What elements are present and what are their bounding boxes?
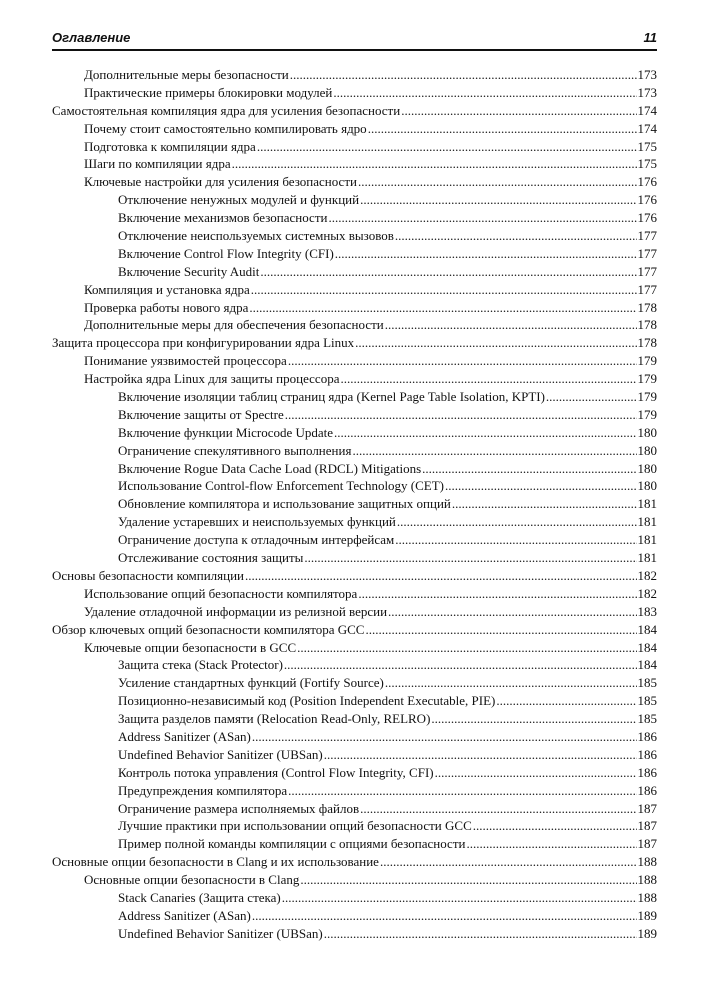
toc-entry-title: Самостоятельная компиляция ядра для усиления безопасности: [52, 102, 401, 118]
toc-leader-dots: [340, 371, 636, 387]
toc-leader-dots: [288, 353, 637, 369]
toc-entry-page: 180: [637, 460, 657, 476]
toc-entry-title: Ограничение размера исполняемых файлов: [118, 800, 360, 816]
toc-entry: [52, 264, 657, 282]
toc-leader-dots: [282, 890, 637, 906]
toc-entry: [52, 729, 657, 747]
toc-entry: [52, 532, 657, 550]
toc-entry-page: 187: [637, 800, 657, 816]
toc-entry-title: Проверка работы нового ядра: [84, 299, 249, 315]
toc-leader-dots: [360, 801, 636, 817]
toc-entry-page: 181: [637, 514, 657, 530]
toc-entry-page: 189: [637, 907, 657, 923]
toc-entry: [52, 156, 657, 174]
toc-entry-title: Включение Security Audit: [118, 263, 260, 279]
toc-leader-dots: [297, 640, 636, 656]
toc-leader-dots: [333, 85, 636, 101]
toc-entry-title: Контроль потока управления (Control Flow Integrity, CFI): [118, 764, 434, 780]
toc-entry-page: 175: [637, 156, 657, 172]
toc-entry-page: 179: [637, 389, 657, 405]
toc-entry-page: 186: [637, 764, 657, 780]
toc-entry-title: Шаги по компиляции ядра: [84, 156, 231, 172]
toc-leader-dots: [288, 783, 636, 799]
toc-entry-page: 181: [637, 496, 657, 512]
toc-entry-page: 187: [637, 818, 657, 834]
toc-leader-dots: [422, 461, 636, 477]
toc-entry: [52, 675, 657, 693]
toc-entry-title: Address Sanitizer (ASan): [118, 728, 251, 744]
toc-entry-page: 184: [637, 621, 657, 637]
toc-entry-page: 188: [637, 872, 657, 888]
toc-entry-page: 175: [637, 138, 657, 154]
toc-leader-dots: [358, 586, 636, 602]
toc-entry-title: Основные опции безопасности в Clang и их использование: [52, 854, 379, 870]
toc-entry-page: 180: [637, 442, 657, 458]
toc-entry-title: Настройка ядра Linux для защиты процессора: [84, 371, 340, 387]
toc-entry: [52, 210, 657, 228]
toc-entry-page: 183: [637, 603, 657, 619]
toc-entry-page: 177: [637, 228, 657, 244]
toc-entry: [52, 228, 657, 246]
toc-entry: [52, 818, 657, 836]
toc-entry-page: 177: [637, 281, 657, 297]
toc-entry: [52, 407, 657, 425]
toc-entry-title: Основы безопасности компиляции: [52, 567, 244, 583]
toc-entry-title: Отключение ненужных модулей и функций: [118, 192, 360, 208]
toc-leader-dots: [368, 121, 637, 137]
toc-leader-dots: [232, 156, 637, 172]
page-number: 11: [643, 30, 657, 45]
toc-entry-title: Почему стоит самостоятельно компилировать ядро: [84, 120, 367, 136]
toc-leader-dots: [324, 926, 637, 942]
toc-leader-dots: [397, 514, 637, 530]
toc-entry: [52, 389, 657, 407]
toc-entry-page: 177: [637, 263, 657, 279]
toc-leader-dots: [358, 174, 637, 190]
toc-entry: [52, 353, 657, 371]
toc-entry-page: 173: [637, 84, 657, 100]
toc-entry: [52, 139, 657, 157]
toc-entry-page: 185: [637, 711, 657, 727]
toc-entry-page: 186: [637, 728, 657, 744]
toc-entry-page: 181: [637, 550, 657, 566]
toc-entry: [52, 300, 657, 318]
toc-entry: [52, 282, 657, 300]
toc-entry-title: Stack Canaries (Защита стека): [118, 889, 281, 905]
toc-entry-page: 180: [637, 424, 657, 440]
toc-entry-page: 181: [637, 532, 657, 548]
running-header: [52, 30, 657, 48]
toc-leader-dots: [245, 568, 637, 584]
toc-entry-page: 187: [637, 836, 657, 852]
toc-entry-page: 180: [637, 478, 657, 494]
toc-entry-page: 185: [637, 675, 657, 691]
toc-entry: [52, 443, 657, 461]
toc-entry-page: 186: [637, 782, 657, 798]
toc-entry-page: 178: [637, 335, 657, 351]
toc-entry-page: 179: [637, 406, 657, 422]
toc-entry: [52, 765, 657, 783]
toc-entry-page: 184: [637, 639, 657, 655]
toc-entry: [52, 514, 657, 532]
toc-leader-dots: [466, 836, 636, 852]
toc-leader-dots: [249, 300, 636, 316]
toc-leader-dots: [300, 872, 636, 888]
toc-entry: [52, 890, 657, 908]
toc-entry-page: 184: [637, 657, 657, 673]
toc-leader-dots: [395, 228, 637, 244]
toc-entry: [52, 836, 657, 854]
toc-entry: [52, 657, 657, 675]
toc-entry-title: Дополнительные меры для обеспечения безопасности: [84, 317, 384, 333]
toc-entry: [52, 317, 657, 335]
toc-leader-dots: [252, 729, 637, 745]
toc-leader-dots: [252, 908, 637, 924]
toc-entry: [52, 783, 657, 801]
toc-leader-dots: [360, 192, 636, 208]
toc-entry: [52, 192, 657, 210]
toc-entry-page: 185: [637, 693, 657, 709]
toc-entry-title: Дополнительные меры безопасности: [84, 67, 289, 82]
toc-entry: [52, 335, 657, 353]
toc-entry-page: 189: [637, 925, 657, 941]
toc-leader-dots: [355, 335, 636, 351]
toc-leader-dots: [473, 818, 637, 834]
toc-entry: [52, 854, 657, 872]
toc-leader-dots: [385, 317, 637, 333]
toc-leader-dots: [395, 532, 636, 548]
toc-entry-page: 182: [637, 585, 657, 601]
toc-entry: [52, 747, 657, 765]
toc-leader-dots: [385, 675, 637, 691]
toc-entry: [52, 425, 657, 443]
toc-leader-dots: [445, 478, 636, 494]
toc-entry-page: 179: [637, 371, 657, 387]
toc-entry-page: 176: [637, 174, 657, 190]
toc-leader-dots: [352, 443, 636, 459]
toc-leader-dots: [285, 407, 637, 423]
toc-entry: [52, 174, 657, 192]
toc-entry-title: Основные опции безопасности в Clang: [84, 872, 300, 888]
toc-entry: [52, 461, 657, 479]
toc-entry: [52, 872, 657, 890]
toc-entry-title: Понимание уязвимостей процессора: [84, 353, 287, 369]
toc-leader-dots: [324, 747, 637, 763]
toc-entry-page: 186: [637, 746, 657, 762]
toc-entry-title: Отключение неиспользуемых системных вызовов: [118, 228, 394, 244]
toc-entry-title: Включение механизмов безопасности: [118, 210, 328, 226]
toc-entry-page: 188: [637, 854, 657, 870]
toc-entry-title: Усиление стандартных функций (Fortify Source): [118, 675, 384, 691]
toc-entry: [52, 67, 657, 85]
toc-entry-title: Защита процессора при конфигурировании ядра Linux: [52, 335, 355, 351]
toc-entry: [52, 246, 657, 264]
toc-leader-dots: [431, 711, 636, 727]
toc-entry-page: 176: [637, 210, 657, 226]
toc-entry-title: Удаление устаревших и неиспользуемых функций: [118, 514, 396, 530]
toc-entry-title: Использование опций безопасности компилятора: [84, 585, 358, 601]
toc-entry: [52, 586, 657, 604]
toc-entry-page: 174: [637, 120, 657, 136]
toc-entry-page: 174: [637, 102, 657, 118]
toc-leader-dots: [546, 389, 637, 405]
toc-entry: [52, 550, 657, 568]
toc-leader-dots: [335, 246, 637, 262]
table-of-contents: [52, 67, 657, 944]
header-rule: [52, 49, 657, 51]
toc-leader-dots: [452, 496, 637, 512]
toc-leader-dots: [380, 854, 637, 870]
toc-entry-title: Защита стека (Stack Protector): [118, 657, 283, 673]
toc-entry-title: Ключевые опции безопасности в GCC: [84, 639, 297, 655]
toc-entry-page: 188: [637, 889, 657, 905]
toc-entry: [52, 85, 657, 103]
toc-entry-page: 179: [637, 353, 657, 369]
toc-leader-dots: [401, 103, 636, 119]
toc-entry-title: Обновление компилятора и использование защитных опций: [118, 496, 451, 512]
toc-entry-title: Включение защиты от Spectre: [118, 406, 284, 422]
toc-entry-title: Включение изоляции таблиц страниц ядра (Kernel Page Table Isolation, KPTI): [118, 389, 545, 405]
toc-entry-title: Undefined Behavior Sanitizer (UBSan): [118, 925, 323, 941]
toc-leader-dots: [304, 550, 636, 566]
toc-entry-title: Пример полной команды компиляции с опциями безопасности: [118, 836, 466, 852]
toc-entry-title: Использование Control-flow Enforcement Technology (CET): [118, 478, 445, 494]
toc-entry-title: Компиляция и установка ядра: [84, 281, 250, 297]
toc-entry-title: Address Sanitizer (ASan): [118, 907, 251, 923]
toc-entry: [52, 496, 657, 514]
toc-entry-title: Ограничение доступа к отладочным интерфейсам: [118, 532, 395, 548]
toc-entry-title: Защита разделов памяти (Relocation Read-Only, RELRO): [118, 711, 431, 727]
toc-entry-title: Подготовка к компиляции ядра: [84, 138, 256, 154]
toc-entry-title: Позиционно-независимый код (Position Independent Executable, PIE): [118, 693, 496, 709]
toc-entry-title: Лучшие практики при использовании опций безопасности GCC: [118, 818, 472, 834]
toc-entry-page: 178: [637, 317, 657, 333]
toc-entry-page: 178: [637, 299, 657, 315]
toc-entry-title: Предупреждения компилятора: [118, 782, 288, 798]
toc-entry: [52, 478, 657, 496]
toc-entry: [52, 926, 657, 944]
toc-entry: [52, 622, 657, 640]
toc-leader-dots: [365, 622, 636, 638]
toc-leader-dots: [328, 210, 636, 226]
toc-entry-title: Обзор ключевых опций безопасности компилятора GCC: [52, 621, 365, 637]
toc-entry-title: Включение Control Flow Integrity (CFI): [118, 245, 334, 261]
toc-entry: [52, 640, 657, 658]
toc-entry-title: Отслеживание состояния защиты: [118, 550, 304, 566]
toc-entry: [52, 568, 657, 586]
toc-leader-dots: [388, 604, 636, 620]
toc-entry: [52, 604, 657, 622]
toc-leader-dots: [257, 139, 637, 155]
section-title: Оглавление: [52, 30, 131, 45]
toc-entry: [52, 908, 657, 926]
toc-leader-dots: [251, 282, 637, 298]
toc-entry: [52, 801, 657, 819]
toc-entry-title: Ограничение спекулятивного выполнения: [118, 442, 352, 458]
toc-entry-page: 182: [637, 567, 657, 583]
toc-entry-title: Практические примеры блокировки модулей: [84, 84, 333, 100]
toc-entry: [52, 121, 657, 139]
toc-leader-dots: [284, 657, 637, 673]
toc-leader-dots: [334, 425, 636, 441]
toc-leader-dots: [290, 67, 637, 83]
toc-entry-title: Включение Rogue Data Cache Load (RDCL) Mitigations: [118, 460, 422, 476]
toc-entry-page: 177: [637, 245, 657, 261]
toc-entry: [52, 711, 657, 729]
toc-leader-dots: [496, 693, 636, 709]
toc-entry-title: Ключевые настройки для усиления безопасности: [84, 174, 357, 190]
toc-leader-dots: [260, 264, 636, 280]
toc-entry-title: Undefined Behavior Sanitizer (UBSan): [118, 746, 323, 762]
toc-leader-dots: [435, 765, 637, 781]
toc-entry: [52, 371, 657, 389]
toc-entry: [52, 103, 657, 121]
toc-entry-title: Удаление отладочной информации из релизной версии: [84, 603, 388, 619]
toc-entry: [52, 693, 657, 711]
toc-entry-page: 173: [637, 67, 657, 82]
toc-entry-page: 176: [637, 192, 657, 208]
toc-entry-title: Включение функции Microcode Update: [118, 424, 334, 440]
